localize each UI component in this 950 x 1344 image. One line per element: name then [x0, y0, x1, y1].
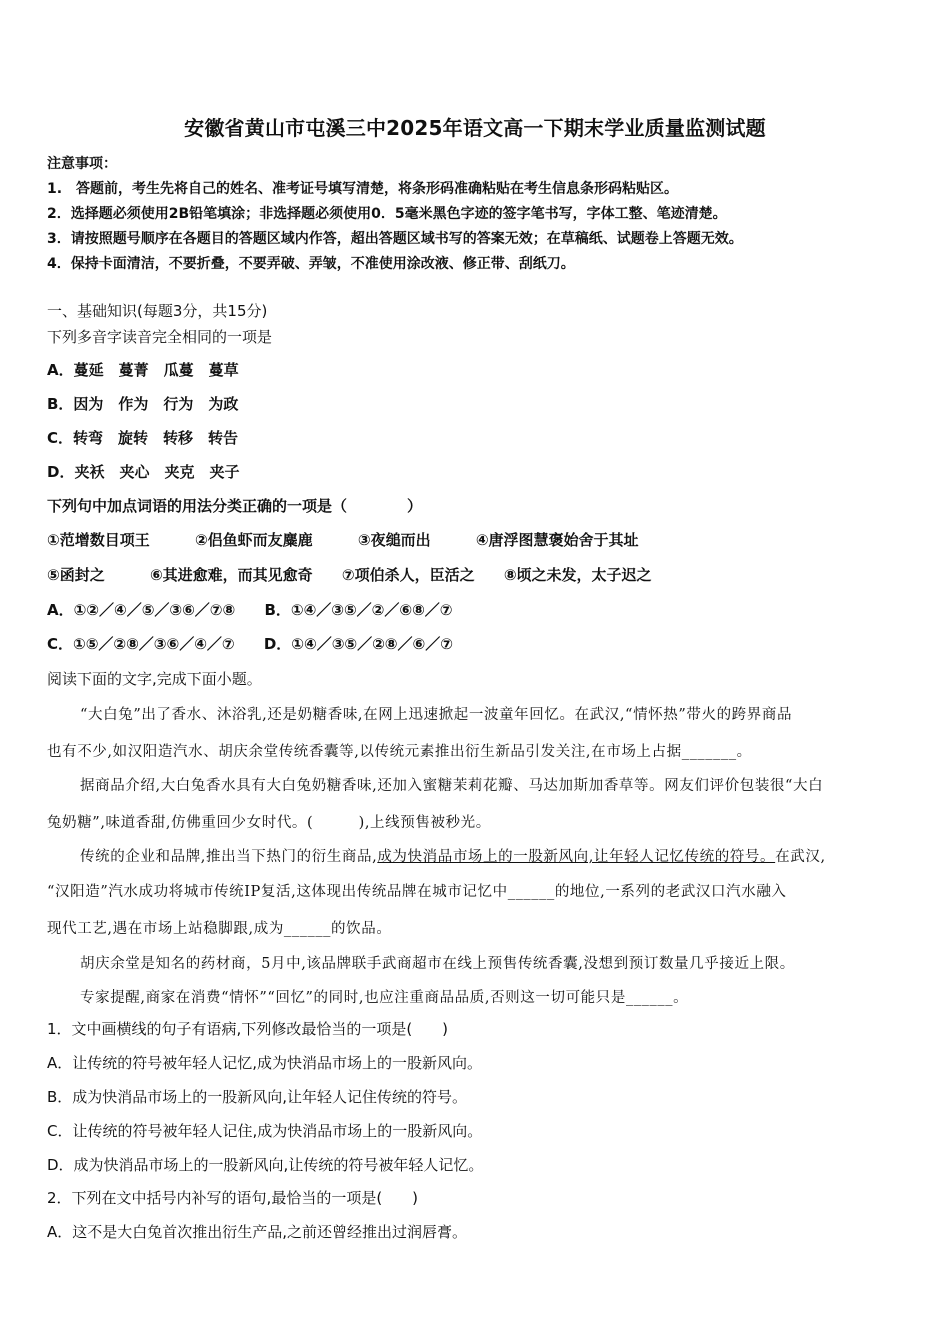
paragraph-line: 专家提醒,商家在消费“情怀”“回忆”的同时,也应注重商品品质,否则这一切可能只是______。: [80, 990, 689, 1006]
paragraph-line: 也有不少,如汉阳造汽水、胡庆余堂传统香囊等,以传统元素推出衍生新品引发关注,在市场上占据_______。: [47, 744, 752, 760]
option-d: D．成为快消品市场上的一股新风向,让传统的符号被年轻人记忆。: [47, 1156, 484, 1174]
paragraph-line: “大白兔”出了香水、沐浴乳,还是奶糖香味,在网上迅速掀起一波童年回忆。在武汉,“情怀热”带火的跨界商品: [80, 707, 793, 723]
paragraph-line: 现代工艺,遇在市场上站稳脚跟,成为______的饮品。: [47, 921, 392, 937]
paragraph-text: 传统的企业和品牌,推出当下热门的衍生商品,: [80, 849, 378, 865]
sentence-item: ②侣鱼虾而友麋鹿: [194, 531, 313, 549]
paragraph-line: 兔奶糖”,味道香甜,仿佛重回少女时代。( ),上线预售被秒光。: [47, 815, 491, 831]
paragraph-line: 胡庆余堂是知名的药材商，5月中,该品牌联手武商超市在线上预售传统香囊,没想到预订数量几乎接近上限。: [80, 956, 795, 972]
option-d: D．①④／③⑤／②⑧／⑥／⑦: [263, 635, 453, 653]
option-a: A．让传统的符号被年轻人记忆,成为快消品市场上的一股新风向。: [47, 1054, 483, 1072]
notice-heading: 注意事项：: [47, 156, 117, 172]
paragraph-text: 在武汉,: [775, 849, 826, 865]
option-c: C．转弯 旋转 转移 转告: [47, 429, 239, 447]
question-stem: 下列句中加点词语的用法分类正确的一项是（ ）: [47, 497, 423, 515]
sentence-item: ⑧顷之未发，太子迟之: [503, 566, 652, 584]
sentence-item: ①范增数目项王: [47, 531, 150, 549]
question-stem: 2．下列在文中括号内补写的语句,最恰当的一项是( ): [47, 1189, 419, 1207]
sentence-item: ⑥其进愈难，而其见愈奇: [149, 566, 313, 584]
question-stem: 下列多音字读音完全相同的一项是: [47, 328, 273, 346]
option-d: D．夹袄 夹心 夹克 夹子: [47, 463, 240, 481]
paragraph-line: [80, 845, 826, 866]
option-c: C．①⑤／②⑧／③⑥／④／⑦: [47, 635, 235, 653]
sentence-items-row: [47, 529, 639, 550]
underlined-sentence: 成为快消品市场上的一股新风向,让年轻人记忆传统的符号。: [377, 849, 776, 865]
paragraph-line: 据商品介绍,大白兔香水具有大白兔奶糖香味,还加入蜜糖茉莉花瓣、马达加斯加香草等。网友们评价包装很“大白: [80, 778, 824, 794]
options-row: [47, 599, 453, 620]
paragraph-line: “汉阳造”汽水成功将城市传统IP复活,这体现出传统品牌在城市记忆中______的地位,一系列的老武汉口汽水融入: [47, 884, 787, 900]
notice-item: 4．保持卡面清洁，不要折叠，不要弄破、弄皱，不准使用涂改液、修正带、刮纸刀。: [47, 256, 575, 272]
option-b: B．因为 作为 行为 为政: [47, 395, 239, 413]
sentence-item: ⑤函封之: [47, 566, 105, 584]
reading-intro: 阅读下面的文字,完成下面小题。: [47, 670, 262, 688]
sentence-items-row: [47, 564, 652, 585]
options-row: [47, 633, 453, 654]
section-heading: 一、基础知识(每题3分，共15分): [47, 302, 268, 320]
sentence-item: ③夜缒而出: [357, 531, 431, 549]
option-c: C．让传统的符号被年轻人记住,成为快消品市场上的一股新风向。: [47, 1122, 483, 1140]
option-a: A．这不是大白兔首次推出衍生产品,之前还曾经推出过润唇膏。: [47, 1223, 468, 1241]
option-b: B．①④／③⑤／②／⑥⑧／⑦: [264, 601, 453, 619]
option-a: A．①②／④／⑤／③⑥／⑦⑧: [47, 601, 236, 619]
sentence-item: ④唐浮图慧褒始舍于其址: [475, 531, 639, 549]
page-title: 安徽省黄山市屯溪三中2025年语文高一下期末学业质量监测试题: [184, 116, 766, 140]
notice-section: [47, 152, 917, 277]
question-stem: 1．文中画横线的句子有语病,下列修改最恰当的一项是( ): [47, 1020, 449, 1038]
notice-item: 2．选择题必须使用2B铅笔填涂；非选择题必须使用0．5毫米黑色字迹的签字笔书写，字体工整、笔迹清楚。: [47, 206, 727, 222]
notice-item: 3．请按照题号顺序在各题目的答题区域内作答，超出答题区域书写的答案无效；在草稿纸、试题卷上答题无效。: [47, 231, 743, 247]
option-a: A．蔓延 蔓菁 瓜蔓 蔓草: [47, 361, 239, 379]
sentence-item: ⑦项伯杀人，臣活之: [341, 566, 475, 584]
option-b: B．成为快消品市场上的一股新风向,让年轻人记住传统的符号。: [47, 1088, 468, 1106]
notice-item: 1. 答题前，考生先将自己的姓名、准考证号填写清楚，将条形码准确粘贴在考生信息条形码粘贴区。: [47, 181, 679, 197]
